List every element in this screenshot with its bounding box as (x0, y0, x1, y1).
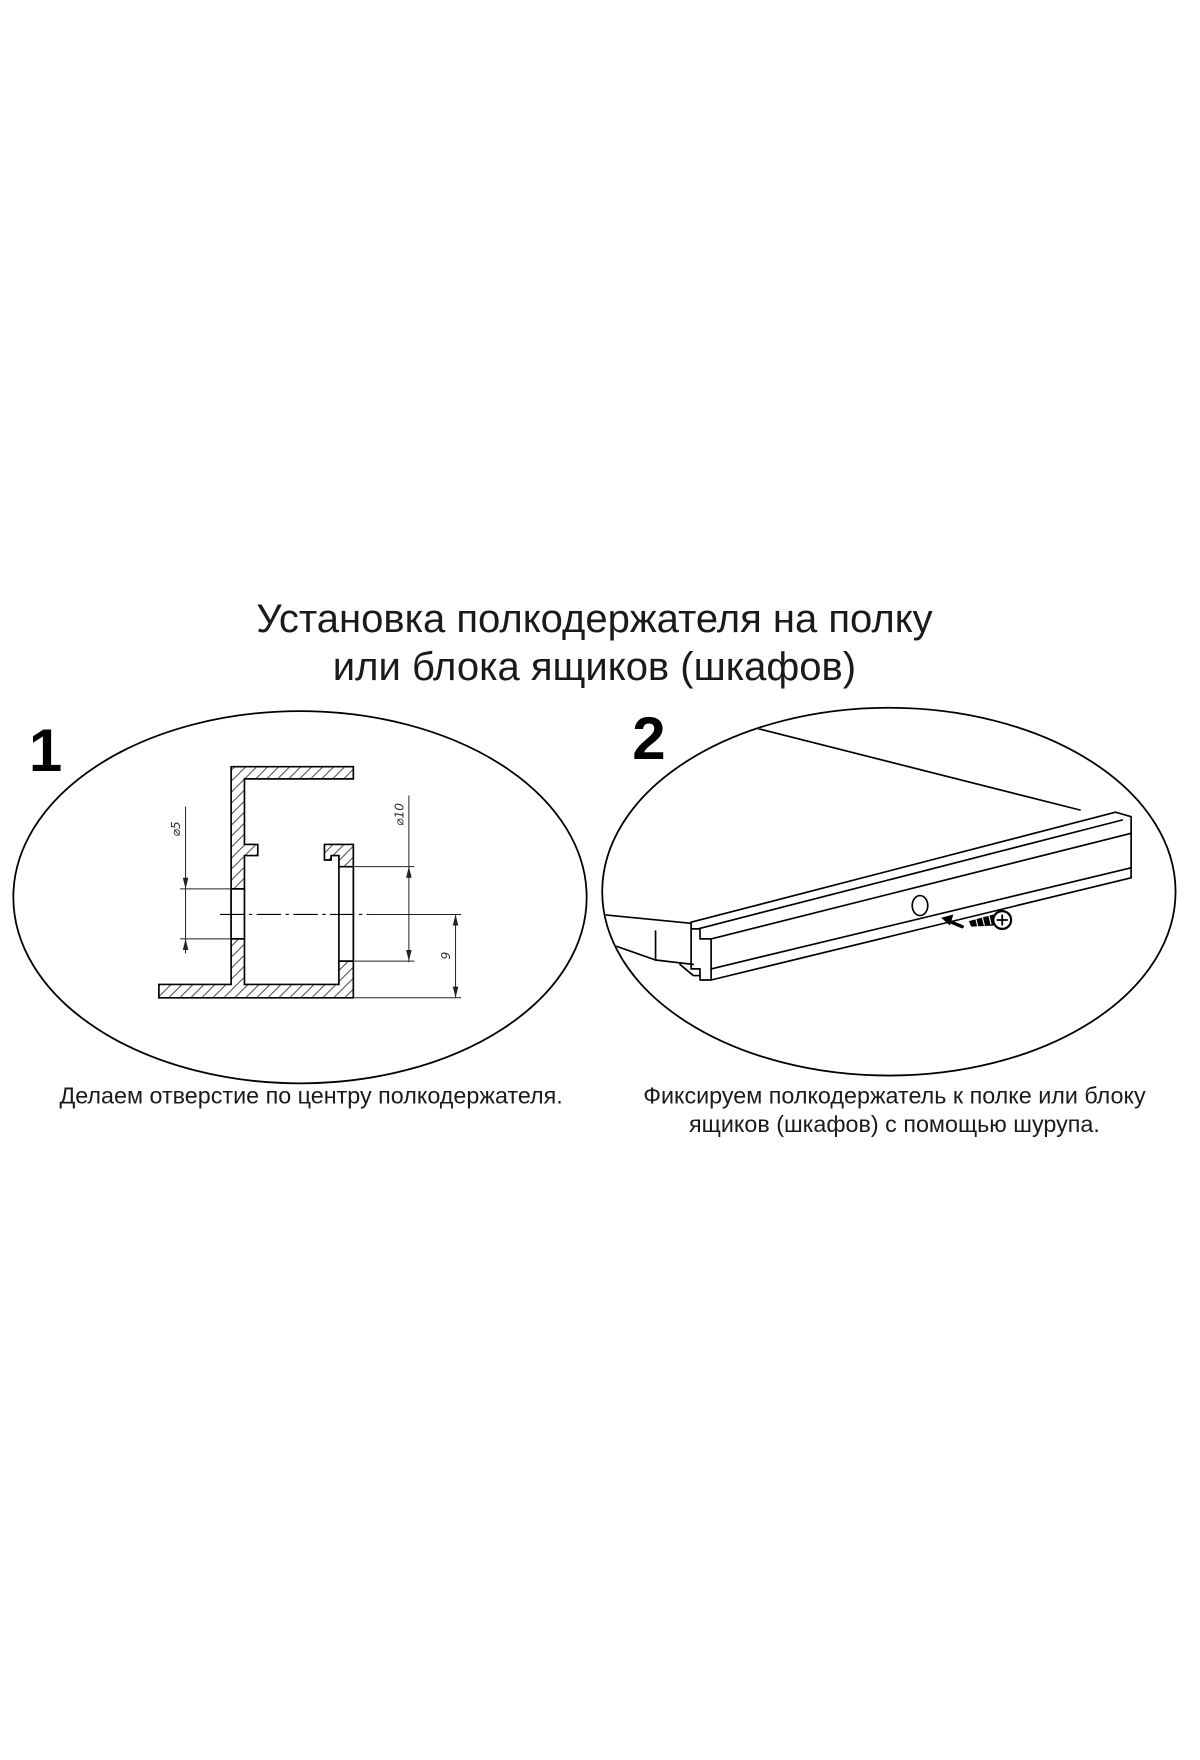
dimension-large-hole-label: ⌀10 (392, 802, 407, 826)
dimension-large-hole (354, 796, 414, 963)
shelf-mounting-drawing (589, 706, 1131, 980)
step-2-panel (589, 705, 1176, 1137)
dimension-small-hole-label: ⌀5 (168, 821, 184, 837)
page-title (256, 597, 932, 689)
shelf-front-bottom-edge (589, 937, 693, 965)
mounting-hole (912, 896, 928, 916)
step-2-number: 2 (632, 704, 666, 772)
step-1-number: 1 (28, 717, 63, 785)
title-line-1: Установка полкодержателя на полку (256, 597, 933, 642)
screw-icon (969, 911, 1011, 929)
profile-section (159, 767, 353, 998)
insert-direction-arrow-icon (941, 914, 962, 926)
step-1-caption: Делаем отверстие по центру полкодержателя. (59, 1082, 563, 1109)
step-1-panel (13, 711, 586, 1108)
step-2-caption-line-1: Фиксируем полкодержатель к полке или блоку (643, 1082, 1146, 1109)
dimension-hole-offset-label: 9 (439, 951, 453, 960)
shelf-side-edge (667, 706, 1080, 810)
profile-end-section (691, 922, 711, 980)
step-2-frame (602, 708, 1175, 1076)
dimension-small-hole (169, 807, 230, 954)
profile-cross-section-drawing (159, 767, 461, 998)
title-line-2: или блока ящиков (шкафов) (332, 645, 857, 690)
step-2-caption-line-2: ящиков (шкафов) с помощью шурупа. (689, 1111, 1100, 1138)
shelf-holder-profile (680, 812, 1131, 980)
